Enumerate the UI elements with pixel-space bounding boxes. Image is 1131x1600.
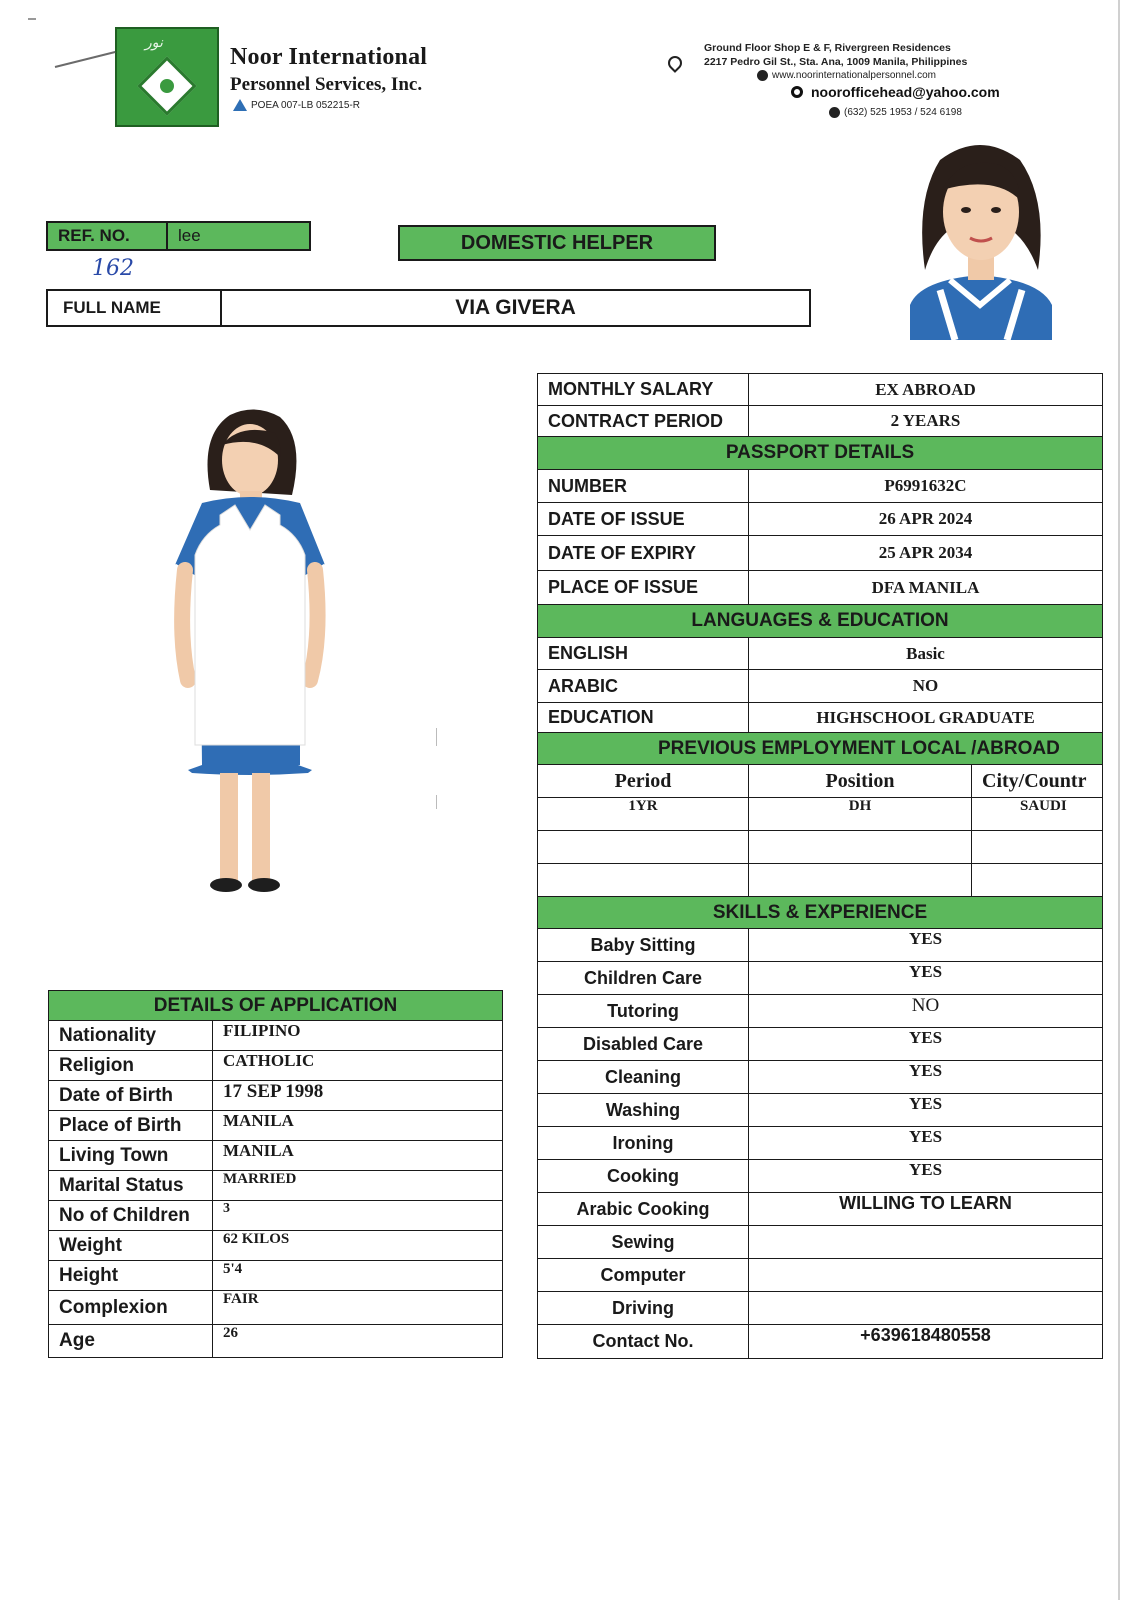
table-row	[538, 703, 1103, 733]
skill-value: YES	[749, 929, 1103, 962]
full-name-value: VIA GIVERA	[220, 289, 811, 327]
employment-country	[972, 831, 1103, 864]
employment-country	[972, 864, 1103, 897]
period-header: Period	[538, 765, 749, 798]
logo-emblem-icon	[158, 77, 176, 95]
complexion-value: FAIR	[213, 1291, 503, 1325]
table-row	[538, 962, 1103, 995]
profile-table	[537, 373, 1103, 1359]
table-row	[538, 670, 1103, 703]
table-row	[49, 1291, 503, 1325]
poea-triangle-icon	[233, 99, 247, 111]
skill-value: NO	[749, 995, 1103, 1028]
logo-stick-mark	[55, 51, 116, 68]
email-line	[791, 84, 1000, 100]
table-row	[538, 470, 1103, 503]
section-header	[538, 437, 1103, 470]
table-row	[538, 995, 1103, 1028]
skill-value: YES	[749, 962, 1103, 995]
living-town-value: MANILA	[213, 1141, 503, 1171]
issue-place-label: PLACE OF ISSUE	[538, 571, 749, 605]
table-row	[538, 503, 1103, 536]
application-section-title: DETAILS OF APPLICATION	[49, 991, 503, 1021]
table-row	[538, 536, 1103, 571]
company-logo	[115, 27, 219, 127]
scan-mark	[28, 18, 36, 20]
scan-mark	[436, 795, 437, 809]
email-icon	[791, 86, 803, 98]
page-edge-line	[1118, 0, 1120, 1600]
employment-period	[538, 864, 749, 897]
salary-value: EX ABROAD	[749, 374, 1103, 406]
employment-position	[749, 831, 972, 864]
company-subname: Personnel Services, Inc.	[230, 74, 423, 95]
table-row	[538, 1028, 1103, 1061]
height-label: Height	[49, 1261, 213, 1291]
weight-label: Weight	[49, 1231, 213, 1261]
contact-label: Contact No.	[538, 1325, 749, 1359]
marital-status-value: MARRIED	[213, 1171, 503, 1201]
table-row	[49, 1231, 503, 1261]
portrait-photo	[880, 130, 1081, 340]
birthplace-value: MANILA	[213, 1111, 503, 1141]
table-row	[49, 1141, 503, 1171]
skill-value: YES	[749, 1160, 1103, 1193]
table-row	[49, 1261, 503, 1291]
phone-text: (632) 525 1953 / 524 6198	[844, 107, 962, 118]
table-row	[49, 1171, 503, 1201]
skill-label: Sewing	[538, 1226, 749, 1259]
logo-script: نور	[145, 36, 163, 51]
skill-value	[749, 1292, 1103, 1325]
skill-value: YES	[749, 1028, 1103, 1061]
skills-section-title: SKILLS & EXPERIENCE	[538, 897, 1103, 929]
position-header: Position	[749, 765, 972, 798]
table-row	[49, 1111, 503, 1141]
skill-value: WILLING TO LEARN	[749, 1193, 1103, 1226]
employment-position	[749, 864, 972, 897]
english-label: ENGLISH	[538, 638, 749, 670]
skill-label: Baby Sitting	[538, 929, 749, 962]
skill-label: Computer	[538, 1259, 749, 1292]
table-row	[538, 831, 1103, 864]
complexion-label: Complexion	[49, 1291, 213, 1325]
table-row	[538, 1259, 1103, 1292]
phone-icon	[829, 107, 840, 118]
children-value: 3	[213, 1201, 503, 1231]
skill-label: Cooking	[538, 1160, 749, 1193]
employment-period: 1YR	[538, 798, 749, 831]
contract-value: 2 YEARS	[749, 406, 1103, 437]
skill-value: YES	[749, 1094, 1103, 1127]
skill-label: Ironing	[538, 1127, 749, 1160]
website-text: www.noorinternationalpersonnel.com	[772, 70, 936, 81]
height-value: 5'4	[213, 1261, 503, 1291]
nationality-label: Nationality	[49, 1021, 213, 1051]
children-label: No of Children	[49, 1201, 213, 1231]
issue-place-value: DFA MANILA	[749, 571, 1103, 605]
employment-section-title: PREVIOUS EMPLOYMENT LOCAL /ABROAD	[538, 733, 1103, 765]
skill-label: Disabled Care	[538, 1028, 749, 1061]
table-row	[538, 1160, 1103, 1193]
table-row	[49, 1051, 503, 1081]
table-row	[538, 406, 1103, 437]
skill-value: YES	[749, 1061, 1103, 1094]
location-pin-icon	[665, 53, 685, 73]
role-title: DOMESTIC HELPER	[398, 225, 716, 261]
skill-label: Tutoring	[538, 995, 749, 1028]
passport-number-value: P6991632C	[749, 470, 1103, 503]
employment-country: SAUDI	[972, 798, 1103, 831]
skill-label: Cleaning	[538, 1061, 749, 1094]
nationality-value: FILIPINO	[213, 1021, 503, 1051]
license-line	[233, 99, 360, 111]
birthplace-label: Place of Birth	[49, 1111, 213, 1141]
table-row	[538, 1094, 1103, 1127]
age-label: Age	[49, 1325, 213, 1358]
weight-value: 62 KILOS	[213, 1231, 503, 1261]
skill-value	[749, 1259, 1103, 1292]
skill-value: YES	[749, 1127, 1103, 1160]
table-row	[538, 1325, 1103, 1359]
languages-section-title: LANGUAGES & EDUCATION	[538, 605, 1103, 638]
table-row	[49, 1081, 503, 1111]
handwritten-number: 162	[92, 256, 134, 281]
table-row	[538, 929, 1103, 962]
company-name: Noor International	[230, 44, 428, 70]
table-row	[538, 1292, 1103, 1325]
table-row	[538, 798, 1103, 831]
arabic-label: ARABIC	[538, 670, 749, 703]
arabic-value: NO	[749, 670, 1103, 703]
passport-section-title: PASSPORT DETAILS	[538, 437, 1103, 470]
ref-no-value: lee	[166, 221, 311, 251]
ref-no-label: REF. NO.	[46, 221, 168, 251]
section-header	[49, 991, 503, 1021]
education-value: HIGHSCHOOL GRADUATE	[749, 703, 1103, 733]
globe-icon	[757, 70, 768, 81]
section-header	[538, 897, 1103, 929]
table-header-row	[538, 765, 1103, 798]
issue-date-label: DATE OF ISSUE	[538, 503, 749, 536]
expiry-date-value: 25 APR 2034	[749, 536, 1103, 571]
email-text: noorofficehead@yahoo.com	[811, 84, 1000, 100]
english-value: Basic	[749, 638, 1103, 670]
expiry-date-label: DATE OF EXPIRY	[538, 536, 749, 571]
section-header	[538, 605, 1103, 638]
table-row	[538, 1193, 1103, 1226]
table-row	[538, 374, 1103, 406]
age-value: 26	[213, 1325, 503, 1358]
table-row	[538, 638, 1103, 670]
religion-value: CATHOLIC	[213, 1051, 503, 1081]
issue-date-value: 26 APR 2024	[749, 503, 1103, 536]
table-row	[49, 1325, 503, 1358]
passport-number-label: NUMBER	[538, 470, 749, 503]
table-row	[49, 1201, 503, 1231]
address-line-2: 2217 Pedro Gil St., Sta. Ana, 1009 Manila, Philippines	[704, 56, 968, 68]
application-table	[48, 990, 503, 1358]
contact-value: +639618480558	[749, 1325, 1103, 1359]
salary-label: MONTHLY SALARY	[538, 374, 749, 406]
dob-label: Date of Birth	[49, 1081, 213, 1111]
religion-label: Religion	[49, 1051, 213, 1081]
skill-label: Children Care	[538, 962, 749, 995]
phone-line	[829, 107, 962, 118]
website-line	[757, 70, 936, 81]
skill-value	[749, 1226, 1103, 1259]
employment-position: DH	[749, 798, 972, 831]
address-line-1: Ground Floor Shop E & F, Rivergreen Residences	[704, 42, 951, 54]
table-row	[538, 1226, 1103, 1259]
table-row	[49, 1021, 503, 1051]
education-label: EDUCATION	[538, 703, 749, 733]
country-header: City/Countr	[972, 765, 1103, 798]
table-row	[538, 571, 1103, 605]
skill-label: Washing	[538, 1094, 749, 1127]
full-name-label: FULL NAME	[46, 289, 222, 327]
marital-status-label: Marital Status	[49, 1171, 213, 1201]
table-row	[538, 1061, 1103, 1094]
scan-mark	[436, 728, 437, 746]
table-row	[538, 1127, 1103, 1160]
dob-value: 17 SEP 1998	[213, 1081, 503, 1111]
skill-label: Driving	[538, 1292, 749, 1325]
living-town-label: Living Town	[49, 1141, 213, 1171]
skill-label: Arabic Cooking	[538, 1193, 749, 1226]
contract-label: CONTRACT PERIOD	[538, 406, 749, 437]
employment-period	[538, 831, 749, 864]
table-row	[538, 864, 1103, 897]
license-number: POEA 007-LB 052215-R	[251, 99, 360, 111]
section-header	[538, 733, 1103, 765]
full-body-photo	[140, 405, 360, 910]
